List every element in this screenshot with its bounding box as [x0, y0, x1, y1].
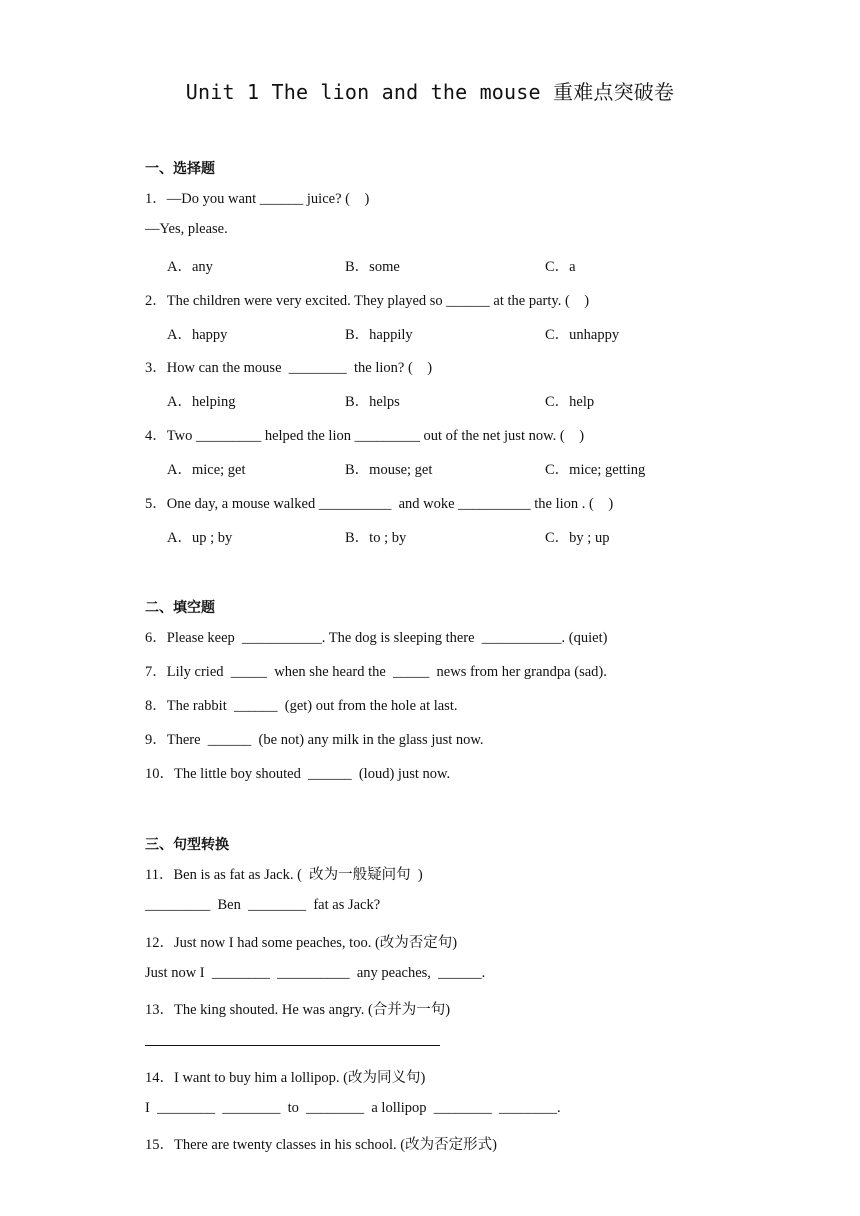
question-3-option-a: A．helping — [167, 394, 236, 410]
question-2-option-b: B．happily — [345, 327, 413, 343]
question-3-option-b: B．helps — [345, 394, 400, 410]
question-2-option-a: A．happy — [167, 327, 228, 343]
question-14-stem: 14．I want to buy him a lollipop. (改为同义句) — [145, 1070, 426, 1086]
question-10: 10．The little boy shouted ______ (loud) just now. — [145, 766, 451, 782]
section-heading-sentence-transformation: 三、句型转换 — [145, 837, 229, 853]
question-2-option-c: C．unhappy — [545, 327, 620, 343]
question-5-option-c: C．by ; up — [545, 530, 610, 546]
question-11-answer-line: _________ Ben ________ fat as Jack? — [145, 897, 381, 913]
question-4-option-b: B．mouse; get — [345, 462, 433, 478]
question-1-stem: 1．—Do you want ______ juice? ( ) — [145, 191, 370, 207]
question-4-option-c: C．mice; getting — [545, 462, 646, 478]
question-1-option-b: B．some — [345, 259, 400, 275]
section-heading-multiple-choice: 一、选择题 — [145, 161, 215, 177]
question-1-option-a: A．any — [167, 259, 213, 275]
question-4-stem: 4．Two _________ helped the lion _________ out of the net just now. ( ) — [145, 428, 585, 444]
question-2-stem: 2．The children were very excited. They played so ______ at the party. ( ) — [145, 293, 590, 309]
question-8: 8．The rabbit ______ (get) out from the hole at last. — [145, 698, 458, 714]
question-12-stem: 12．Just now I had some peaches, too. (改为否定句) — [145, 935, 458, 951]
question-4-option-a: A．mice; get — [167, 462, 246, 478]
question-5-stem: 5．One day, a mouse walked __________ and woke __________ the lion . ( ) — [145, 496, 614, 512]
question-14-answer-line: I ________ ________ to ________ a lollipop ________ ________. — [145, 1100, 561, 1116]
question-9: 9．There ______ (be not) any milk in the glass just now. — [145, 732, 484, 748]
question-13-answer-line — [145, 1045, 440, 1046]
question-11-stem: 11．Ben is as fat as Jack. ( 改为一般疑问句 ) — [145, 867, 423, 883]
question-15-stem: 15．There are twenty classes in his school. (改为否定形式) — [145, 1137, 497, 1153]
question-7: 7．Lily cried _____ when she heard the _____ news from her grandpa (sad). — [145, 664, 607, 680]
page-title: Unit 1 The lion and the mouse 重难点突破卷 — [185, 80, 675, 104]
question-3-stem: 3．How can the mouse ________ the lion? ( ) — [145, 360, 433, 376]
question-13-stem: 13．The king shouted. He was angry. (合并为一句) — [145, 1002, 451, 1018]
question-6: 6．Please keep ___________. The dog is sleeping there ___________. (quiet) — [145, 630, 608, 646]
question-5-option-b: B．to ; by — [345, 530, 407, 546]
question-5-option-a: A．up ; by — [167, 530, 233, 546]
question-1-option-c: C．a — [545, 259, 576, 275]
section-heading-fill-in: 二、填空题 — [145, 600, 215, 616]
question-12-answer-line: Just now I ________ __________ any peaches, ______. — [145, 965, 486, 981]
question-3-option-c: C．help — [545, 394, 595, 410]
question-1-reply: —Yes, please. — [145, 221, 228, 237]
